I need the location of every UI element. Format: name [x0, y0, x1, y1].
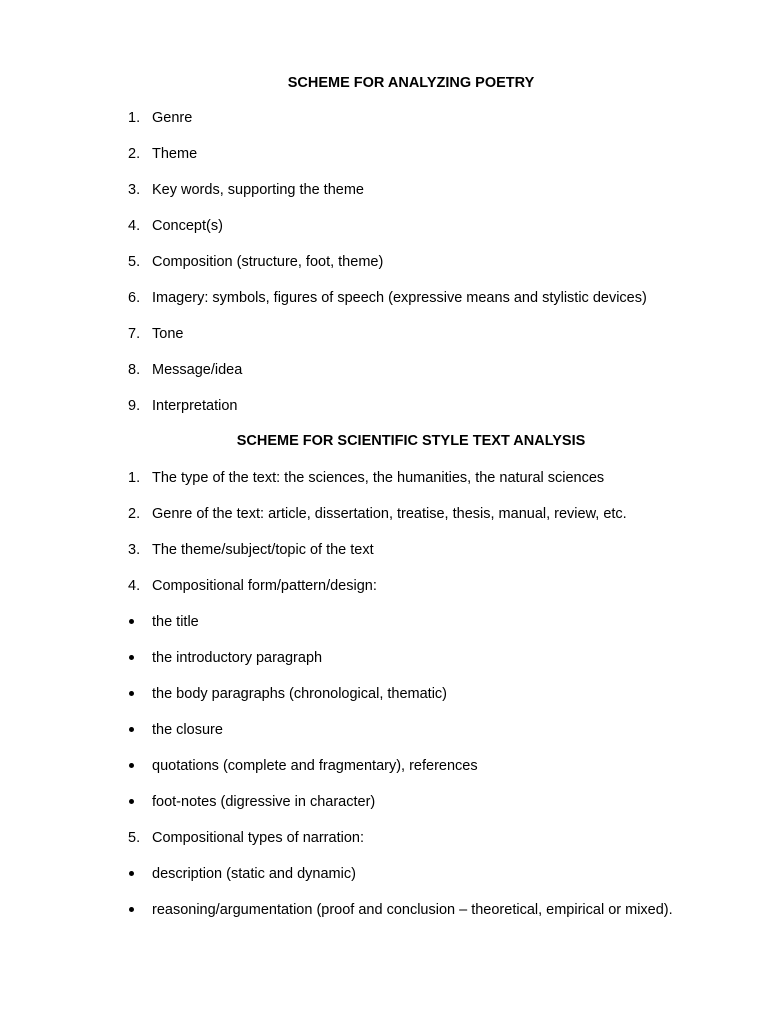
list-item-text: The theme/subject/topic of the text [152, 542, 374, 558]
list-item-text: Key words, supporting the theme [152, 182, 364, 198]
list-item-text: Concept(s) [152, 218, 223, 234]
bullet-item-text: the introductory paragraph [152, 650, 323, 666]
list-number: 5. [128, 830, 141, 846]
bullet-item-text: description (static and dynamic) [152, 866, 356, 882]
list-number: 4. [128, 218, 141, 234]
bullet-icon [129, 907, 134, 912]
list-item-text: Genre [152, 110, 193, 126]
bullet-icon [129, 871, 134, 876]
list-item-text: Composition (structure, foot, theme) [152, 254, 384, 270]
heading-poetry: SCHEME FOR ANALYZING POETRY [287, 75, 535, 91]
bullet-icon [129, 799, 134, 804]
list-number: 1. [128, 470, 141, 486]
list-number: 9. [128, 398, 141, 414]
list-item-text: Compositional form/pattern/design: [152, 578, 377, 594]
list-number: 5. [128, 254, 141, 270]
bullet-icon [129, 655, 134, 660]
list-number: 7. [128, 326, 141, 342]
list-item-text: Imagery: symbols, figures of speech (expressive means and stylistic devices) [152, 290, 647, 306]
bullet-icon [129, 727, 134, 732]
list-number: 3. [128, 542, 141, 558]
bullet-item-text: the title [152, 614, 199, 630]
list-item-text: Theme [152, 146, 198, 162]
list-number: 2. [128, 506, 141, 522]
bullet-item-text: foot-notes (digressive in character) [152, 794, 376, 810]
list-item-text: Interpretation [152, 398, 238, 414]
list-item-text: Tone [152, 326, 184, 342]
heading-scientific: SCHEME FOR SCIENTIFIC STYLE TEXT ANALYSIS [236, 433, 586, 449]
bullet-icon [129, 763, 134, 768]
list-number: 6. [128, 290, 141, 306]
bullet-item-text: quotations (complete and fragmentary), references [152, 758, 478, 774]
list-number: 1. [128, 110, 141, 126]
list-number: 4. [128, 578, 141, 594]
bullet-item-text: the closure [152, 722, 223, 738]
list-item-text: Compositional types of narration: [152, 830, 364, 846]
list-item-text: Genre of the text: article, dissertation, treatise, thesis, manual, review, etc. [152, 506, 627, 522]
bullet-item-text: the body paragraphs (chronological, thematic) [152, 686, 447, 702]
list-item-text: Message/idea [152, 362, 243, 378]
list-number: 8. [128, 362, 141, 378]
bullet-icon [129, 691, 134, 696]
bullet-icon [129, 619, 134, 624]
list-item-text: The type of the text: the sciences, the humanities, the natural sciences [152, 470, 605, 486]
list-number: 3. [128, 182, 141, 198]
bullet-item-text: reasoning/argumentation (proof and conclusion – theoretical, empirical or mixed). [152, 902, 673, 918]
list-number: 2. [128, 146, 141, 162]
